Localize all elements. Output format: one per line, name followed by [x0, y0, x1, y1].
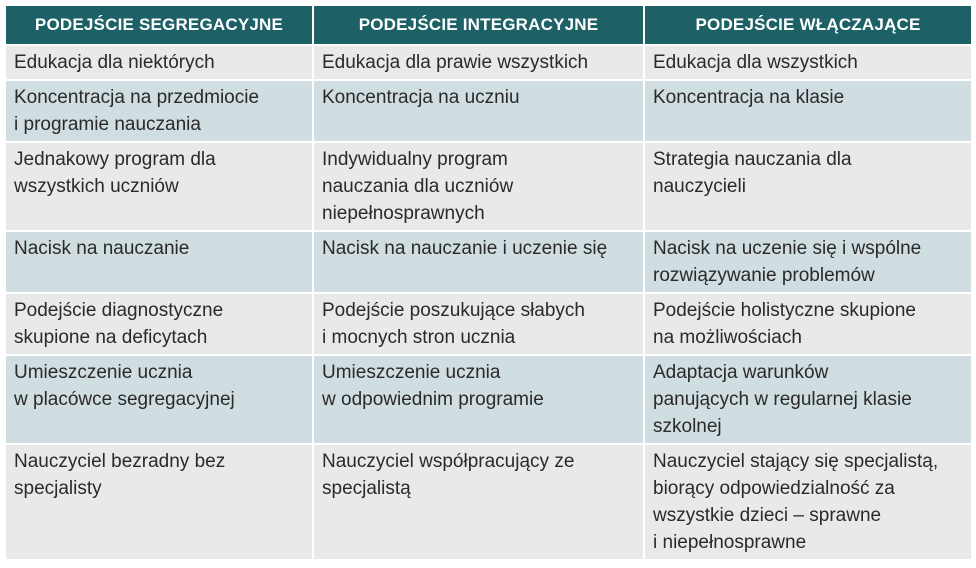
cell-segregation: Nauczyciel bezradny bez specjalisty — [6, 444, 313, 559]
cell-integration: Podejście poszukujące słabych i mocnych stron ucznia — [313, 293, 644, 355]
header-segregation: PODEJŚCIE SEGREGACYJNE — [6, 6, 313, 45]
cell-integration: Nacisk na nauczanie i uczenie się — [313, 231, 644, 293]
cell-inclusion: Adaptacja warunków panujących w regularnej klasie szkolnej — [644, 355, 971, 444]
cell-segregation: Umieszczenie ucznia w placówce segregacyjnej — [6, 355, 313, 444]
table-body — [6, 45, 971, 559]
cell-integration: Indywidualny program nauczania dla uczniów niepełnosprawnych — [313, 142, 644, 231]
header-row — [6, 6, 971, 45]
cell-inclusion: Edukacja dla wszystkich — [644, 45, 971, 80]
cell-segregation: Jednakowy program dla wszystkich uczniów — [6, 142, 313, 231]
cell-segregation: Edukacja dla niektórych — [6, 45, 313, 80]
cell-inclusion: Nauczyciel stający się specjalistą, biorący odpowiedzialność za wszystkie dzieci – sprawne i niepełnosprawne — [644, 444, 971, 559]
comparison-table — [6, 6, 971, 559]
cell-inclusion: Koncentracja na klasie — [644, 80, 971, 142]
cell-integration: Edukacja dla prawie wszystkich — [313, 45, 644, 80]
table-row — [6, 355, 971, 444]
table-row — [6, 231, 971, 293]
cell-inclusion: Nacisk na uczenie się i wspólne rozwiązywanie problemów — [644, 231, 971, 293]
header-inclusion: PODEJŚCIE WŁĄCZAJĄCE — [644, 6, 971, 45]
cell-segregation: Podejście diagnostyczne skupione na deficytach — [6, 293, 313, 355]
table-row — [6, 444, 971, 559]
cell-segregation: Nacisk na nauczanie — [6, 231, 313, 293]
table-row — [6, 293, 971, 355]
cell-integration: Nauczyciel współpracujący ze specjalistą — [313, 444, 644, 559]
cell-integration: Koncentracja na uczniu — [313, 80, 644, 142]
table-row — [6, 45, 971, 80]
table-row — [6, 142, 971, 231]
header-integration: PODEJŚCIE INTEGRACYJNE — [313, 6, 644, 45]
cell-inclusion: Strategia nauczania dla nauczycieli — [644, 142, 971, 231]
table-row — [6, 80, 971, 142]
cell-integration: Umieszczenie ucznia w odpowiednim programie — [313, 355, 644, 444]
cell-segregation: Koncentracja na przedmiocie i programie nauczania — [6, 80, 313, 142]
cell-inclusion: Podejście holistyczne skupione na możliwościach — [644, 293, 971, 355]
